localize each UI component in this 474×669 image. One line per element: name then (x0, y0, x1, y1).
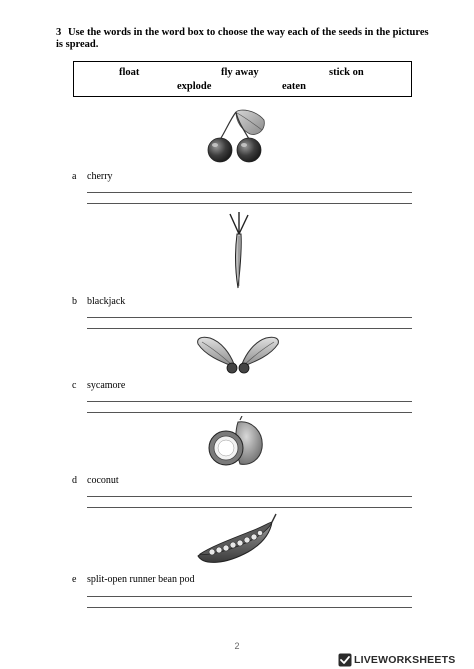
sycamore-seed-icon (194, 334, 282, 378)
cherry-icon (200, 106, 272, 166)
item-b-letter: b (72, 296, 77, 307)
liveworksheets-brand[interactable] (338, 653, 455, 667)
item-b-label (72, 296, 125, 307)
answer-line-a-2[interactable] (87, 203, 412, 204)
coconut-icon (206, 416, 266, 468)
answer-line-e-1[interactable] (87, 596, 412, 597)
word-stick-on: stick on (329, 67, 364, 78)
page-number: 2 (234, 641, 240, 651)
item-d-name: coconut (87, 475, 119, 486)
word-fly-away: fly away (221, 67, 259, 78)
bean-pod-icon (194, 512, 280, 570)
answer-line-b-2[interactable] (87, 328, 412, 329)
answer-line-a-1[interactable] (87, 192, 412, 193)
item-c-label (72, 380, 125, 391)
question-number: 3 (56, 27, 62, 38)
answer-line-c-2[interactable] (87, 412, 412, 413)
item-e-label (72, 574, 194, 585)
item-c-letter: c (72, 380, 77, 391)
item-a-label (72, 171, 113, 182)
word-explode: explode (177, 81, 212, 92)
answer-line-d-2[interactable] (87, 507, 412, 508)
item-a-letter: a (72, 171, 77, 182)
blackjack-seed-icon (224, 210, 254, 292)
answer-line-c-1[interactable] (87, 401, 412, 402)
liveworksheets-logo-icon (338, 653, 352, 667)
answer-line-b-1[interactable] (87, 317, 412, 318)
question-text: Use the words in the word box to choose the way each of the seeds in the pictures is spread. (56, 27, 429, 50)
item-b-name: blackjack (87, 296, 126, 307)
word-eaten: eaten (282, 81, 306, 92)
answer-line-d-1[interactable] (87, 496, 412, 497)
item-e-name: split-open runner bean pod (87, 574, 195, 585)
item-d-label (72, 475, 119, 486)
word-float: float (119, 67, 140, 78)
question-instruction (56, 27, 436, 51)
item-c-name: sycamore (87, 380, 126, 391)
answer-line-e-2[interactable] (87, 607, 412, 608)
item-d-letter: d (72, 475, 77, 486)
item-a-name: cherry (87, 171, 113, 182)
word-box (73, 61, 412, 97)
item-e-letter: e (72, 574, 77, 585)
brand-name: LIVEWORKSHEETS (354, 654, 456, 666)
